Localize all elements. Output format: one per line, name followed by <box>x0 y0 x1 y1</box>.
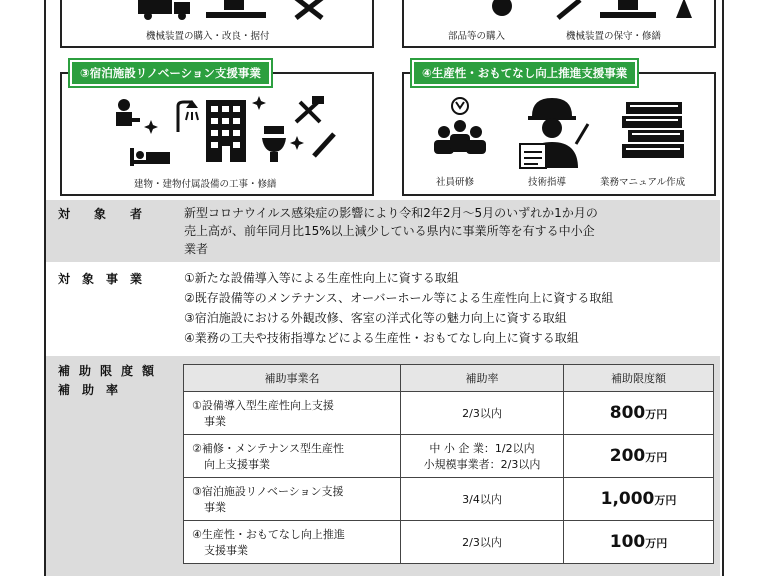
target-line: 新型コロナウイルス感染症の影響により令和2年2月～5月のいずれか1か月の <box>184 206 598 220</box>
tools-icon <box>294 0 324 20</box>
table-row <box>184 521 714 564</box>
saw-icon <box>556 0 582 20</box>
panel-maintenance <box>402 0 716 48</box>
cone-icon <box>674 0 694 20</box>
table-row <box>184 478 714 521</box>
caption-training: 社員研修 <box>436 177 475 188</box>
table-row <box>184 435 714 478</box>
building-icon <box>206 100 246 162</box>
caption-equipment: 機械装置の購入・改良・据付 <box>146 31 270 42</box>
bed-icon <box>130 148 170 166</box>
row-name-line: 支援事業 <box>204 544 248 557</box>
row-name <box>184 521 401 564</box>
project-item: ④業務の工夫や技術指導などによる生産性・おもてなし向上に資する取組 <box>184 331 579 345</box>
row-name <box>184 478 401 521</box>
hammer-icon <box>294 96 324 124</box>
panel-lodging <box>60 72 374 196</box>
row-rate <box>401 435 564 478</box>
panel-title-lodging: ③宿泊施設リノベーション支援事業 <box>70 60 271 86</box>
limit-amount: 1,000 <box>600 489 655 509</box>
row-limit <box>564 521 714 564</box>
row-rate-line: 中 小 企 業：1/2以内 <box>429 442 535 455</box>
row-name-line: 事業 <box>204 501 226 514</box>
engineer-icon <box>518 96 590 170</box>
project-item: ③宿泊施設における外観改修、客室の洋式化等の魅力向上に資する取組 <box>184 311 567 325</box>
row-rate-line: 小規模事業者：2/3以内 <box>423 458 541 471</box>
panel-title-productivity: ④生産性・おもてなし向上推進支援事業 <box>412 60 637 86</box>
row-rate-line: 2/3以内 <box>462 407 502 420</box>
sparkle-icon <box>252 96 266 110</box>
limit-amount: 200 <box>609 446 646 466</box>
projects-label: 対 象 事 業 <box>58 272 143 286</box>
caption-parts: 部品等の購入 <box>448 31 506 42</box>
header-name: 補助事業名 <box>184 365 401 392</box>
panel-equipment <box>60 0 374 48</box>
table-header-row <box>184 365 714 392</box>
projects-list <box>184 268 613 348</box>
row-limit <box>564 478 714 521</box>
row-rate-line: 3/4以内 <box>462 493 502 506</box>
target-line: 業者 <box>184 242 209 256</box>
target-text <box>184 204 598 258</box>
project-item: ①新たな設備導入等による生産性向上に資する取組 <box>184 271 459 285</box>
limit-unit: 万円 <box>645 537 668 550</box>
target-line: 売上高が、前年同月比15%以上減少している県内に事業所等を有する中小企 <box>184 224 595 238</box>
row-name-line: 向上支援事業 <box>204 458 270 471</box>
row-limit <box>564 392 714 435</box>
caption-tech: 技術指導 <box>528 177 567 188</box>
row-name <box>184 392 401 435</box>
subsidy-table <box>183 364 714 564</box>
row-rate-line: 2/3以内 <box>462 536 502 549</box>
saw-blade-icon <box>490 0 514 20</box>
row-name-line: 事業 <box>204 415 226 428</box>
header-limit: 補助限度額 <box>564 365 714 392</box>
limit-unit: 万円 <box>645 451 668 464</box>
panel-productivity <box>402 72 716 196</box>
header-rate: 補助率 <box>401 365 564 392</box>
project-item: ②既存設備等のメンテナンス、オーバーホール等による生産性向上に資する取組 <box>184 291 614 305</box>
limit-unit: 万円 <box>645 408 668 421</box>
row-name-line: ③宿泊施設リノベーション支援 <box>192 485 344 498</box>
rate-label: 補 助 率 <box>58 383 119 397</box>
saw-icon <box>312 132 336 158</box>
caption-manual: 業務マニュアル作成 <box>600 177 686 188</box>
caption-lodging: 建物・建物付属設備の工事・修繕 <box>134 179 277 190</box>
shower-icon <box>170 100 200 134</box>
machine-icon <box>206 0 266 20</box>
target-label: 対 象 者 <box>58 207 143 221</box>
row-rate <box>401 478 564 521</box>
limit-amount: 800 <box>609 403 646 423</box>
row-name <box>184 435 401 478</box>
row-name-line: ②補修・メンテナンス型生産性 <box>192 442 344 455</box>
row-rate <box>401 521 564 564</box>
limit-unit: 万円 <box>654 494 677 507</box>
row-name-line: ④生産性・おもてなし向上推進 <box>192 528 345 541</box>
worker-icon <box>112 98 140 128</box>
trainer-icon <box>432 96 488 156</box>
sparkle-icon <box>144 120 158 134</box>
limit-amount: 100 <box>609 532 646 552</box>
row-name-line: ①設備導入型生産性向上支援 <box>192 399 334 412</box>
limit-label: 補助限度額 <box>58 364 164 378</box>
machine-icon <box>600 0 656 20</box>
toilet-icon <box>262 126 286 162</box>
caption-maintenance: 機械装置の保守・修繕 <box>566 31 662 42</box>
truck-icon <box>138 0 194 20</box>
sparkle-icon <box>290 136 304 150</box>
row-limit <box>564 435 714 478</box>
row-rate <box>401 392 564 435</box>
books-icon <box>620 102 688 160</box>
table-row <box>184 392 714 435</box>
